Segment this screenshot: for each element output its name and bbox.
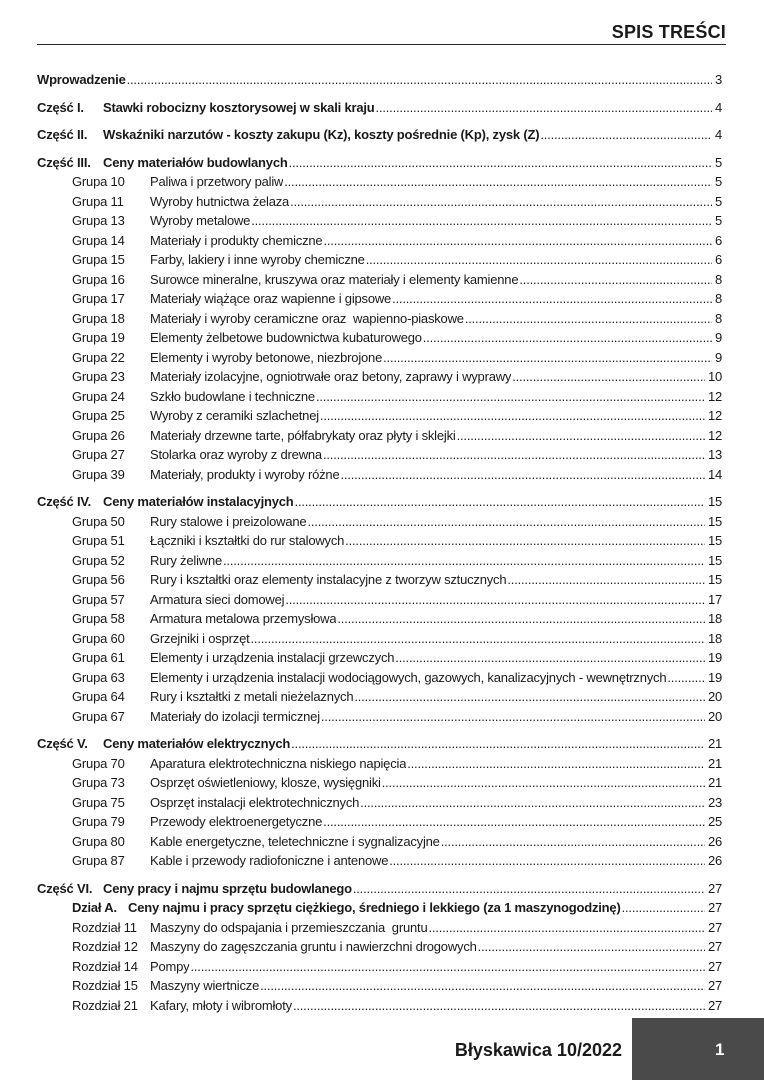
- group-label: Grupa 56: [72, 572, 125, 587]
- page-number: 12: [707, 427, 722, 443]
- page-number: 19: [707, 650, 722, 665]
- page-number: 21: [707, 736, 722, 751]
- page-number: 27: [707, 900, 722, 915]
- dot-leader: [285, 590, 705, 610]
- toc-group-entry: [37, 465, 722, 485]
- group-title: Grzejniki i osprzęt: [150, 630, 250, 646]
- chapter-label: Rozdział 15: [72, 978, 138, 993]
- toc-part-entry: [37, 98, 722, 118]
- dot-leader: [223, 551, 705, 571]
- dot-leader: [295, 492, 705, 512]
- toc-part-entry: [37, 879, 722, 899]
- dot-leader: [251, 629, 705, 649]
- group-label: Grupa 73: [72, 775, 125, 790]
- folio-number: 1: [715, 1040, 725, 1059]
- group-label: Grupa 67: [72, 708, 125, 724]
- dot-leader: [260, 976, 705, 996]
- dot-leader: [307, 512, 704, 532]
- group-title: Materiały, produkty i wyroby różne: [150, 466, 340, 482]
- page-number: 20: [707, 689, 722, 704]
- group-label: Grupa 14: [72, 232, 125, 248]
- chapter-title: Kafary, młoty i wibromłoty: [150, 997, 292, 1013]
- group-title: Elementy i urządzenia instalacji wodociągowych, gazowych, kanalizacyjnych - wewnętrznych: [150, 669, 667, 685]
- toc-group-entry: [37, 707, 722, 727]
- publication-issue: Błyskawica 10/2022: [454, 1040, 622, 1060]
- group-label: Grupa 80: [72, 833, 125, 849]
- group-label: Grupa 23: [72, 369, 125, 384]
- page-number: 20: [707, 708, 722, 724]
- page-number: 15: [707, 533, 722, 548]
- toc-group-entry: [37, 687, 722, 707]
- page-number: 12: [707, 408, 722, 423]
- page-number: 21: [707, 775, 722, 790]
- page-number: 10: [707, 369, 722, 384]
- dot-leader: [478, 937, 705, 957]
- toc-part-entry: [37, 734, 722, 754]
- dot-leader: [323, 812, 705, 832]
- toc-group-entry: [37, 570, 722, 590]
- page-number: 14: [707, 466, 722, 482]
- group-label: Grupa 87: [72, 853, 125, 868]
- part-label: Część III.: [37, 154, 91, 170]
- page-number: 9: [714, 330, 722, 345]
- page-number: 6: [714, 232, 722, 248]
- page-number: 15: [707, 572, 722, 587]
- group-title: Stolarka oraz wyroby z drewna: [150, 447, 322, 462]
- dot-leader: [251, 211, 712, 231]
- group-title: Osprzęt instalacji elektrotechnicznych: [150, 794, 360, 810]
- toc-group-entry: [37, 328, 722, 348]
- dot-leader: [389, 851, 705, 871]
- toc-group-entry: [37, 590, 722, 610]
- group-title: Szkło budowlane i techniczne: [150, 388, 315, 404]
- chapter-label: Rozdział 14: [72, 958, 138, 974]
- dot-leader: [323, 231, 712, 251]
- part-label: Część V.: [37, 736, 88, 751]
- dot-leader: [428, 918, 704, 938]
- page-number: 18: [707, 630, 722, 646]
- toc-group-entry: [37, 172, 722, 192]
- dot-leader: [354, 687, 705, 707]
- group-title: Materiały i produkty chemiczne: [150, 232, 323, 248]
- group-label: Grupa 24: [72, 388, 125, 404]
- toc-chapter-entry: [37, 937, 722, 957]
- page-number: 19: [707, 669, 722, 685]
- page-number: 5: [714, 213, 722, 228]
- dot-leader: [366, 250, 712, 270]
- group-label: Grupa 19: [72, 330, 125, 345]
- toc-group-entry: [37, 231, 722, 251]
- dot-leader: [284, 172, 712, 192]
- group-label: Grupa 52: [72, 552, 125, 568]
- division-label: Dział A.: [72, 900, 117, 915]
- dot-leader: [316, 387, 705, 407]
- dot-leader: [190, 957, 704, 977]
- page-number: 27: [707, 958, 722, 974]
- toc-group-entry: [37, 512, 722, 532]
- toc-group-entry: [37, 192, 722, 212]
- dot-leader: [290, 192, 712, 212]
- dot-leader: [622, 898, 705, 918]
- page-number: 3: [714, 72, 722, 87]
- chapter-label: Rozdział 11: [72, 919, 137, 935]
- group-title: Materiały drzewne tarte, półfabrykaty oraz płyty i sklejki: [150, 427, 456, 443]
- part-title: Ceny materiałów instalacyjnych: [103, 494, 294, 509]
- group-title: Wyroby z ceramiki szlachetnej: [150, 408, 319, 423]
- group-label: Grupa 27: [72, 447, 125, 462]
- dot-leader: [127, 70, 712, 90]
- group-title: Elementy i urządzenia instalacji grzewczych: [150, 650, 395, 665]
- group-label: Grupa 60: [72, 630, 125, 646]
- dot-leader: [321, 707, 705, 727]
- page-number: 27: [707, 880, 722, 896]
- group-label: Grupa 22: [72, 349, 125, 365]
- page-number: 21: [707, 755, 722, 771]
- page-number: 27: [707, 939, 722, 954]
- group-label: Grupa 13: [72, 213, 125, 228]
- page-number: 4: [714, 99, 722, 115]
- toc-group-entry: [37, 551, 722, 571]
- group-label: Grupa 15: [72, 252, 125, 267]
- toc-group-entry: [37, 609, 722, 629]
- chapter-title: Maszyny do zagęszczania gruntu i nawierzchni drogowych: [150, 939, 477, 954]
- part-title: Stawki robocizny kosztorysowej w skali kraju: [103, 99, 375, 115]
- division-title: Ceny najmu i pracy sprzętu ciężkiego, średniego i lekkiego (za 1 maszynogodzinę): [128, 900, 621, 915]
- page-number: 15: [707, 513, 722, 529]
- toc-part-entry: [37, 125, 722, 145]
- dot-leader: [395, 648, 705, 668]
- page-number: 26: [707, 853, 722, 868]
- group-title: Materiały wiążące oraz wapienne i gipsowe: [150, 291, 392, 306]
- part-label: Część I.: [37, 99, 84, 115]
- toc-group-entry: [37, 851, 722, 871]
- toc-group-entry: [37, 793, 722, 813]
- group-title: Kable i przewody radiofoniczne i antenowe: [150, 853, 389, 868]
- group-label: Grupa 25: [72, 408, 125, 423]
- group-title: Kable energetyczne, teletechniczne i sygnalizacyjne: [150, 833, 440, 849]
- chapter-title: Pompy: [150, 958, 190, 974]
- group-title: Aparatura elektrotechniczna niskiego napięcia: [150, 755, 407, 771]
- dot-leader: [441, 832, 705, 852]
- group-title: Paliwa i przetwory paliw: [150, 174, 284, 189]
- group-title: Armatura sieci domowej: [150, 591, 285, 607]
- chapter-label: Rozdział 12: [72, 939, 138, 954]
- toc-group-entry: [37, 387, 722, 407]
- page-number: 15: [707, 494, 722, 509]
- group-label: Grupa 75: [72, 794, 125, 810]
- toc-chapter-entry: [37, 918, 722, 938]
- group-title: Wyroby metalowe: [150, 213, 251, 228]
- page-number: 12: [707, 388, 722, 404]
- dot-leader: [353, 879, 705, 899]
- toc-part-entry: [37, 153, 722, 173]
- group-title: Surowce mineralne, kruszywa oraz materiały i elementy kamienne: [150, 271, 519, 287]
- dot-leader: [519, 270, 712, 290]
- page-heading: SPIS TREŚCI: [611, 22, 726, 42]
- page-number: 5: [714, 174, 722, 189]
- page-number: 13: [707, 447, 722, 462]
- page-number: 15: [707, 552, 722, 568]
- toc-group-entry: [37, 812, 722, 832]
- chapter-title: Maszyny wiertnicze: [150, 978, 260, 993]
- toc-group-entry: [37, 367, 722, 387]
- toc-group-entry: [37, 531, 722, 551]
- group-title: Wyroby hutnictwa żelaza: [150, 193, 290, 209]
- dot-leader: [383, 348, 712, 368]
- group-title: Przewody elektroenergetyczne: [150, 814, 323, 829]
- group-label: Grupa 51: [72, 533, 125, 548]
- page-number: 18: [707, 611, 722, 626]
- group-title: Osprzęt oświetleniowy, klosze, wysięgniki: [150, 775, 381, 790]
- table-of-contents: [37, 70, 722, 1015]
- toc-group-entry: [37, 289, 722, 309]
- dot-leader: [423, 328, 712, 348]
- toc-group-entry: [37, 773, 722, 793]
- group-label: Grupa 63: [72, 669, 125, 685]
- dot-leader: [407, 754, 705, 774]
- page-number: 17: [707, 591, 722, 607]
- part-label: Część IV.: [37, 494, 92, 509]
- page-number: 25: [707, 814, 722, 829]
- toc-group-entry: [37, 270, 722, 290]
- page-number-tab: [632, 1018, 764, 1080]
- group-title: Łączniki i kształtki do rur stalowych: [150, 533, 345, 548]
- toc-chapter-entry: [37, 957, 722, 977]
- group-label: Grupa 39: [72, 466, 125, 482]
- group-label: Grupa 64: [72, 689, 125, 704]
- toc-chapter-entry: [37, 976, 722, 996]
- group-title: Rury i kształtki z metali nieżelaznych: [150, 689, 354, 704]
- dot-leader: [512, 367, 705, 387]
- group-label: Grupa 26: [72, 427, 125, 443]
- toc-group-entry: [37, 668, 722, 688]
- page-number: 8: [714, 291, 722, 306]
- part-title: Wskaźniki narzutów - koszty zakupu (Kz), koszty pośrednie (Kp), zysk (Z): [103, 127, 540, 142]
- toc-group-entry: [37, 348, 722, 368]
- page-number: 27: [707, 978, 722, 993]
- dot-leader: [465, 309, 712, 329]
- dot-leader: [382, 773, 705, 793]
- group-label: Grupa 17: [72, 291, 125, 306]
- group-label: Grupa 50: [72, 513, 125, 529]
- chapter-label: Rozdział 21: [72, 997, 138, 1013]
- group-label: Grupa 58: [72, 611, 125, 626]
- page-number: 26: [707, 833, 722, 849]
- dot-leader: [293, 996, 705, 1016]
- group-title: Farby, lakiery i inne wyroby chemiczne: [150, 252, 365, 267]
- group-label: Grupa 70: [72, 755, 125, 771]
- chapter-title: Maszyny do odspajania i przemieszczania gruntu: [150, 919, 428, 935]
- page-number: 8: [714, 271, 722, 287]
- toc-group-entry: [37, 309, 722, 329]
- dot-leader: [289, 153, 712, 173]
- dot-leader: [457, 426, 705, 446]
- toc-group-entry: [37, 211, 722, 231]
- group-title: Materiały i wyroby ceramiczne oraz wapienno-piaskowe: [150, 310, 464, 326]
- toc-group-entry: [37, 406, 722, 426]
- page-number: 4: [714, 127, 722, 142]
- group-label: Grupa 61: [72, 650, 125, 665]
- page-number: 9: [714, 349, 722, 365]
- group-title: Elementy żelbetowe budownictwa kubaturowego: [150, 330, 422, 345]
- toc-chapter-entry: [37, 996, 722, 1016]
- toc-part-entry: [37, 492, 722, 512]
- part-title: Ceny materiałów budowlanych: [103, 154, 288, 170]
- dot-leader: [667, 668, 705, 688]
- toc-group-entry: [37, 445, 722, 465]
- group-label: Grupa 18: [72, 310, 125, 326]
- page-number: 23: [707, 794, 722, 810]
- dot-leader: [320, 406, 705, 426]
- dot-leader: [392, 289, 712, 309]
- toc-division-entry: [37, 898, 722, 918]
- group-label: Grupa 11: [72, 193, 124, 209]
- group-label: Grupa 16: [72, 271, 125, 287]
- group-label: Grupa 57: [72, 591, 125, 607]
- dot-leader: [507, 570, 705, 590]
- dot-leader: [291, 734, 705, 754]
- dot-leader: [337, 609, 705, 629]
- toc-intro-entry: [37, 70, 722, 90]
- heading-rule: [37, 44, 726, 45]
- group-title: Rury stalowe i preizolowane: [150, 513, 307, 529]
- group-title: Rury i kształtki oraz elementy instalacyjne z tworzyw sztucznych: [150, 572, 507, 587]
- dot-leader: [345, 531, 705, 551]
- group-title: Materiały do izolacji termicznej: [150, 708, 320, 724]
- page-number: 5: [714, 154, 722, 170]
- dot-leader: [323, 445, 705, 465]
- part-label: Część VI.: [37, 880, 93, 896]
- dot-leader: [540, 125, 712, 145]
- toc-group-entry: [37, 832, 722, 852]
- intro-title: Wprowadzenie: [37, 72, 126, 87]
- group-title: Armatura metalowa przemysłowa: [150, 611, 337, 626]
- toc-group-entry: [37, 629, 722, 649]
- part-title: Ceny pracy i najmu sprzętu budowlanego: [103, 880, 352, 896]
- group-title: Elementy i wyroby betonowe, niezbrojone: [150, 349, 383, 365]
- part-label: Część II.: [37, 127, 88, 142]
- toc-group-entry: [37, 754, 722, 774]
- group-label: Grupa 10: [72, 174, 125, 189]
- page-number: 8: [714, 310, 722, 326]
- dot-leader: [376, 98, 712, 118]
- dot-leader: [360, 793, 705, 813]
- dot-leader: [340, 465, 704, 485]
- page-number: 6: [714, 252, 722, 267]
- group-title: Materiały izolacyjne, ogniotrwałe oraz betony, zaprawy i wyprawy: [150, 369, 512, 384]
- page-number: 27: [707, 997, 722, 1013]
- group-title: Rury żeliwne: [150, 552, 223, 568]
- toc-group-entry: [37, 648, 722, 668]
- group-label: Grupa 79: [72, 814, 125, 829]
- page-number: 27: [707, 919, 722, 935]
- part-title: Ceny materiałów elektrycznych: [103, 736, 291, 751]
- toc-group-entry: [37, 426, 722, 446]
- page-number: 5: [714, 193, 722, 209]
- toc-group-entry: [37, 250, 722, 270]
